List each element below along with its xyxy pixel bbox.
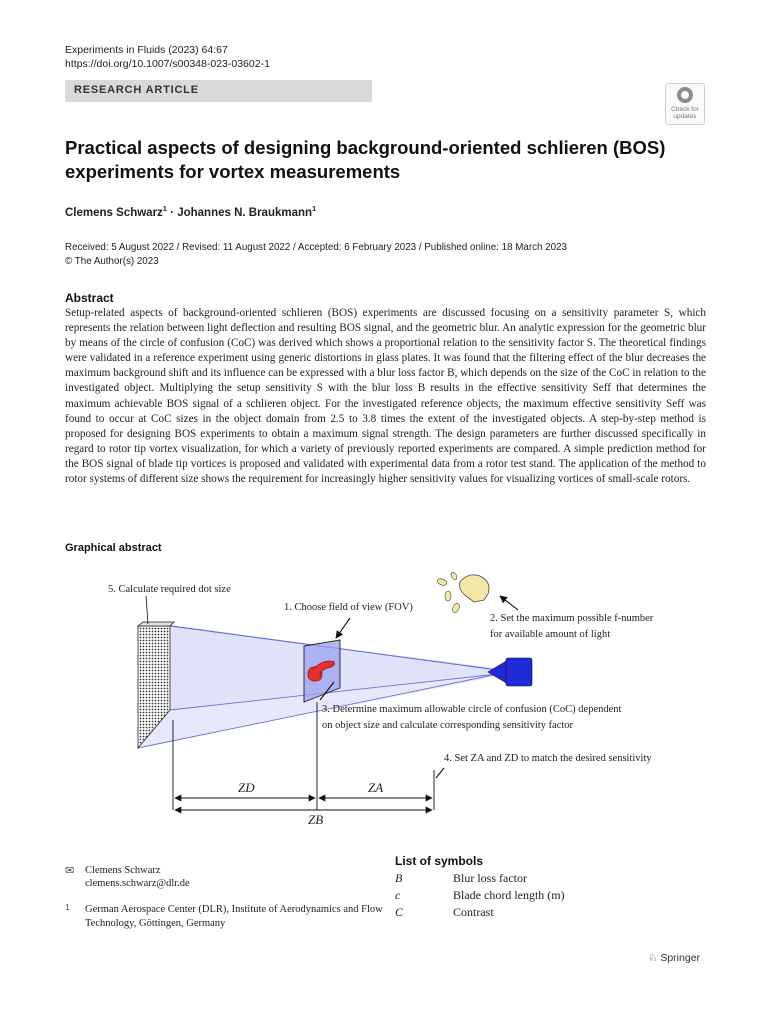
author-2[interactable]: Johannes N. Braukmann bbox=[177, 206, 313, 219]
journal-header bbox=[65, 43, 270, 71]
symbol-row bbox=[395, 871, 527, 886]
article-history bbox=[65, 241, 567, 269]
label-zd: ZD bbox=[238, 780, 255, 795]
author-separator: · bbox=[166, 206, 178, 219]
label-step5: 5. Calculate required dot size bbox=[108, 584, 231, 595]
symbol-description: Blade chord length (m) bbox=[453, 888, 565, 902]
label-step1: 1. Choose field of view (FOV) bbox=[284, 602, 413, 613]
symbol-row bbox=[395, 905, 494, 920]
check-for-updates-badge[interactable] bbox=[665, 83, 705, 125]
contact-email[interactable]: clemens.schwarz@dlr.de bbox=[85, 878, 190, 889]
dot-panel-side bbox=[138, 622, 174, 626]
symbols-heading: List of symbols bbox=[395, 854, 484, 868]
arrow-step4 bbox=[436, 768, 444, 778]
symbol-description: Contrast bbox=[453, 905, 494, 919]
symbol-row bbox=[395, 888, 565, 903]
doi-link[interactable]: https://doi.org/10.1007/s00348-023-03602-1 bbox=[65, 58, 270, 70]
light-source-icon bbox=[436, 571, 489, 614]
badge-line2: updates bbox=[673, 113, 697, 120]
symbol: C bbox=[395, 905, 404, 919]
badge-line1: Check for bbox=[671, 106, 699, 113]
symbol: c bbox=[395, 888, 401, 902]
graphical-abstract-figure bbox=[88, 570, 688, 830]
arrow-step2 bbox=[500, 596, 518, 610]
camera-icon bbox=[488, 658, 532, 686]
article-type-banner bbox=[65, 80, 372, 102]
label-step3a: 3. Determine maximum allowable circle of confusion (CoC) dependent bbox=[322, 704, 622, 715]
arrow-step5 bbox=[146, 596, 148, 624]
author-2-affiliation: 1 bbox=[312, 204, 317, 213]
author-1[interactable]: Clemens Schwarz bbox=[65, 206, 163, 219]
label-step2a: 2. Set the maximum possible f-number bbox=[490, 613, 654, 624]
author-list bbox=[65, 204, 316, 219]
check-updates-icon bbox=[677, 87, 693, 103]
publisher-logo bbox=[648, 952, 700, 964]
arrow-step1 bbox=[336, 618, 350, 638]
corresponding-author bbox=[85, 864, 190, 890]
affiliation-number: 1 bbox=[65, 903, 70, 912]
email-icon: ✉ bbox=[65, 865, 75, 877]
label-step3b: on object size and calculate corresponding sensitivity factor bbox=[322, 720, 574, 731]
abstract-text: Setup-related aspects of background-oriented schlieren (BOS) experiments are discussed focusing on a sensitivity parameter S, which represents the relation between light deflection and resulting BOS signal, and the geometric blur. An analytic expression for the geometric blur by means of the circle of confusion (CoC) was derived which shows a proportional relation to the sensitivity factor S. The theoretical findings were validated in a reference experiment using generic distortions in glass plates. It was found that the filtering effect of the blur decreases the maximum background shift and its influence can be expressed with a blur loss factor B, which depends on the size of the CoC in relation to the investigated object. Multiplying the setup sensitivity S with the blur loss B results in the effective sensitivity Seff that determines the maximum achievable BOS signal of a schlieren object. For the investigated reference objects, the maximum effective sensitivity Seff was found to occur at CoC sizes in the object domain from 2.5 to 3.8 times the extent of the investigated objects. A step-by-step method is proposed for designing BOS experiments to obtain a maximum signal strength. The design parameters are further discussed specifically in regard to rotor tip vortex visualization, for which a variety of previously reported experiments are compared. A simple prediction method for the BOS signal of blade tip vortices is proposed and validated with experimental data from a rotor test stand. The application of the method to rotor systems of different size shows the requirement for increasingly higher sensitivity values for visualizing vortices of small-scale rotors. bbox=[65, 307, 706, 486]
article-type-label: RESEARCH ARTICLE bbox=[74, 84, 199, 96]
label-za: ZA bbox=[368, 780, 384, 795]
label-step2b: for available amount of light bbox=[490, 629, 611, 640]
publisher-name: Springer bbox=[660, 952, 701, 964]
symbol-description: Blur loss factor bbox=[453, 871, 527, 885]
copyright-line: © The Author(s) 2023 bbox=[65, 256, 159, 267]
contact-name: Clemens Schwarz bbox=[85, 865, 161, 876]
springer-horse-icon: ♘ bbox=[648, 952, 658, 964]
author-1-affiliation: 1 bbox=[162, 204, 167, 213]
symbol: B bbox=[395, 871, 403, 885]
publication-dates: Received: 5 August 2022 / Revised: 11 August 2022 / Accepted: 6 February 2023 / Published online: 18 March 2023 bbox=[65, 242, 567, 253]
affiliation-text: German Aerospace Center (DLR), Institute of Aerodynamics and Flow Technology, Göttingen, Germany bbox=[85, 904, 383, 929]
label-step4: 4. Set ZA and ZD to match the desired sensitivity bbox=[444, 753, 652, 764]
abstract-heading: Abstract bbox=[65, 291, 114, 305]
journal-citation: Experiments in Fluids (2023) 64:67 bbox=[65, 44, 228, 56]
label-zb: ZB bbox=[308, 812, 324, 827]
article-title: Practical aspects of designing background-oriented schlieren (BOS) experiments for vortex measurements bbox=[65, 137, 666, 182]
graphical-abstract-heading: Graphical abstract bbox=[65, 542, 162, 554]
